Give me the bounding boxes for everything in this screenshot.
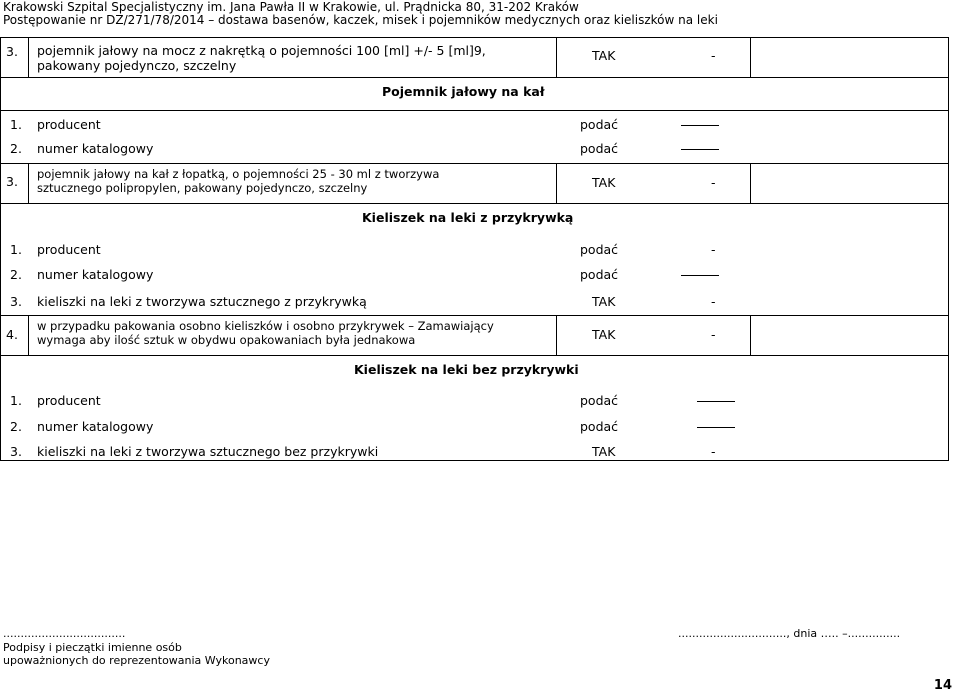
row-number: 1. xyxy=(10,242,22,257)
row-number: 3. xyxy=(6,174,18,189)
required-value: TAK xyxy=(592,48,616,63)
row-description-line1: pojemnik jałowy na mocz z nakrętką o pojemności 100 [ml] +/- 5 [ml]9, xyxy=(37,43,486,58)
row-label: numer katalogowy xyxy=(37,267,154,282)
date-place-line: ..............................., dnia ….. –............... xyxy=(678,627,901,640)
row-number: 2. xyxy=(10,141,22,156)
row-description-line1: pojemnik jałowy na kał z łopatką, o pojemności 25 - 30 ml z tworzywa xyxy=(37,167,440,181)
document-header-line1: Krakowski Szpital Specjalistyczny im. Jana Pawła II w Krakowie, ul. Prądnicka 80, 31-202 Kraków xyxy=(3,0,579,14)
row-number: 3. xyxy=(10,444,22,459)
dash-mark xyxy=(681,275,719,276)
score-value: - xyxy=(711,444,716,459)
row-number: 1. xyxy=(10,393,22,408)
row-number: 2. xyxy=(10,267,22,282)
row-description-line1: w przypadku pakowania osobno kieliszków i osobno przykrywek – Zamawiający xyxy=(37,319,494,333)
score-value: - xyxy=(711,294,716,309)
row-label: kieliszki na leki z tworzywa sztucznego bez przykrywki xyxy=(37,444,379,459)
row-number: 4. xyxy=(6,327,18,342)
score-value: - xyxy=(711,242,716,257)
row-label: numer katalogowy xyxy=(37,419,154,434)
dash-mark xyxy=(697,401,735,402)
score-value: - xyxy=(711,327,716,342)
signature-caption-line1: Podpisy i pieczątki imienne osób xyxy=(3,641,182,654)
row-number: 2. xyxy=(10,419,22,434)
section-title-kal: Pojemnik jałowy na kał xyxy=(382,84,545,99)
row-number: 1. xyxy=(10,117,22,132)
row-label: producent xyxy=(37,393,101,408)
page-number: 14 xyxy=(933,678,952,693)
row-description-line2: sztucznego polipropylen, pakowany pojedynczo, szczelny xyxy=(37,181,368,195)
row-number: 3. xyxy=(10,294,22,309)
required-value: TAK xyxy=(592,294,616,309)
score-value: - xyxy=(711,175,716,190)
required-value: podać xyxy=(580,393,619,408)
required-value: podać xyxy=(580,141,619,156)
section-title-kieliszek: Kieliszek na leki z przykrywką xyxy=(362,210,574,225)
document-header-line2: Postępowanie nr DZ/271/78/2014 – dostawa basenów, kaczek, misek i pojemników medycznych oraz kieliszków na leki xyxy=(3,13,718,27)
row-label: kieliszki na leki z tworzywa sztucznego z przykrywką xyxy=(37,294,367,309)
row-label: producent xyxy=(37,117,101,132)
row-label: numer katalogowy xyxy=(37,141,154,156)
required-value: TAK xyxy=(592,327,616,342)
signature-caption-line2: upoważnionych do reprezentowania Wykonawcy xyxy=(3,654,270,667)
signature-dots: ................................... xyxy=(3,627,126,640)
row-number: 3. xyxy=(6,44,18,59)
required-value: podać xyxy=(580,117,619,132)
row-label: producent xyxy=(37,242,101,257)
required-value: podać xyxy=(580,267,619,282)
score-value: - xyxy=(711,48,716,63)
dash-mark xyxy=(681,125,719,126)
required-value: podać xyxy=(580,242,619,257)
row-description-line2: pakowany pojedynczo, szczelny xyxy=(37,58,237,73)
required-value: TAK xyxy=(592,444,616,459)
row-description-line2: wymaga aby ilość sztuk w obydwu opakowaniach była jednakowa xyxy=(37,333,416,347)
required-value: podać xyxy=(580,419,619,434)
dash-mark xyxy=(681,149,719,150)
dash-mark xyxy=(697,427,735,428)
section-title-bez-przykrywki: Kieliszek na leki bez przykrywki xyxy=(354,362,579,377)
required-value: TAK xyxy=(592,175,616,190)
